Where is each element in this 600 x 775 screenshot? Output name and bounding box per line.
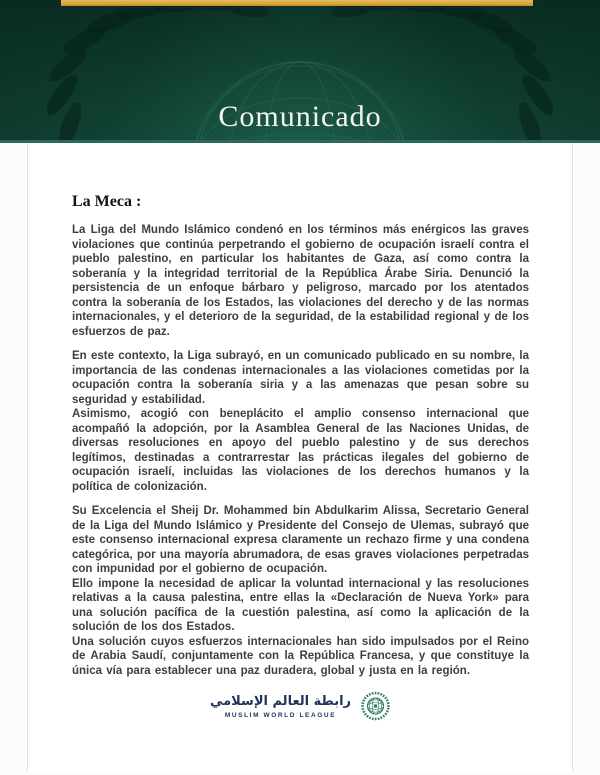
paragraph-new-york-declaration: Ello impone la necesidad de aplicar la voluntad internacional y las resoluciones relativas a la causa palestina, entre ellas la «Declaración de Nueva York» para una solución pacífica de la cuestión palestina, así como la aplicación de la solución de los dos Estados. xyxy=(72,577,529,633)
gold-accent-bar xyxy=(61,0,533,6)
paragraph-context: En este contexto, la Liga subrayó, en un comunicado publicado en su nombre, la importancia de las condenas internacionales a las violaciones cometidas por la ocupación contra la soberanía siria y a las amenazas que pesan sobre su seguridad y estabilidad. xyxy=(72,350,529,406)
paragraph-two-state-solution: Una solución cuyos esfuerzos internacionales han sido impulsados por el Reino de Arabia Saudí, conjuntamente con la República Francesa, y que constituye la única vía para establecer una paz duradera, global y justa en la región. xyxy=(72,635,529,677)
header-banner xyxy=(0,0,600,143)
communique-card xyxy=(27,143,573,772)
paragraph-secretary-general: Su Excelencia el Sheij Dr. Mohammed bin Abdulkarim Alissa, Secretario General de la Liga del Mundo Islámico y Presidente del Consejo de Ulemas, subrayó que este consenso internacional expresa claramente un rechazo firme y una condena categórica, por una mayoría abrumadora, de esas graves violaciones perpetradas con impunidad por el gobierno de ocupación. xyxy=(72,505,529,575)
dateline-heading: La Meca : xyxy=(72,193,142,210)
wreath-globe-emblem-icon xyxy=(360,691,391,722)
paragraph-condemnation: La Liga del Mundo Islámico condenó en los términos más enérgicos las graves violaciones que continúa perpetrando el gobierno de ocupación israelí contra el pueblo palestino, en particular los habitantes de Gaza, así como contra la soberanía y la integridad territorial de la República Árabe Siria. Denunció la persistencia de un enfoque bárbaro y peligroso, marcado por los atentados contra la soberanía de los Estados, las violaciones del derecho y de las normas internacionales, y el deterioro de la seguridad, de la estabilidad regional y de los esfuerzos de paz. xyxy=(72,224,529,338)
mwl-logo-text xyxy=(210,694,351,719)
mwl-logo xyxy=(72,691,529,722)
page-title: Comunicado xyxy=(218,100,382,133)
mwl-arabic-calligraphy: رابطة العالم الإسلامي xyxy=(209,694,352,709)
mwl-logo-caption: MUSLIM WORLD LEAGUE xyxy=(224,712,337,719)
paragraph-un-resolutions: Asimismo, acogió con beneplácito el amplio consenso internacional que acompañó la adopción, por la Asamblea General de las Naciones Unidas, de diversas resoluciones en apoyo del pueblo palestino y de sus derechos legítimos, destinadas a contrarrestar las prácticas ilegales del gobierno de ocupación israelí, incluidas las violaciones de los derechos humanos y la política de colonización. xyxy=(72,408,529,493)
